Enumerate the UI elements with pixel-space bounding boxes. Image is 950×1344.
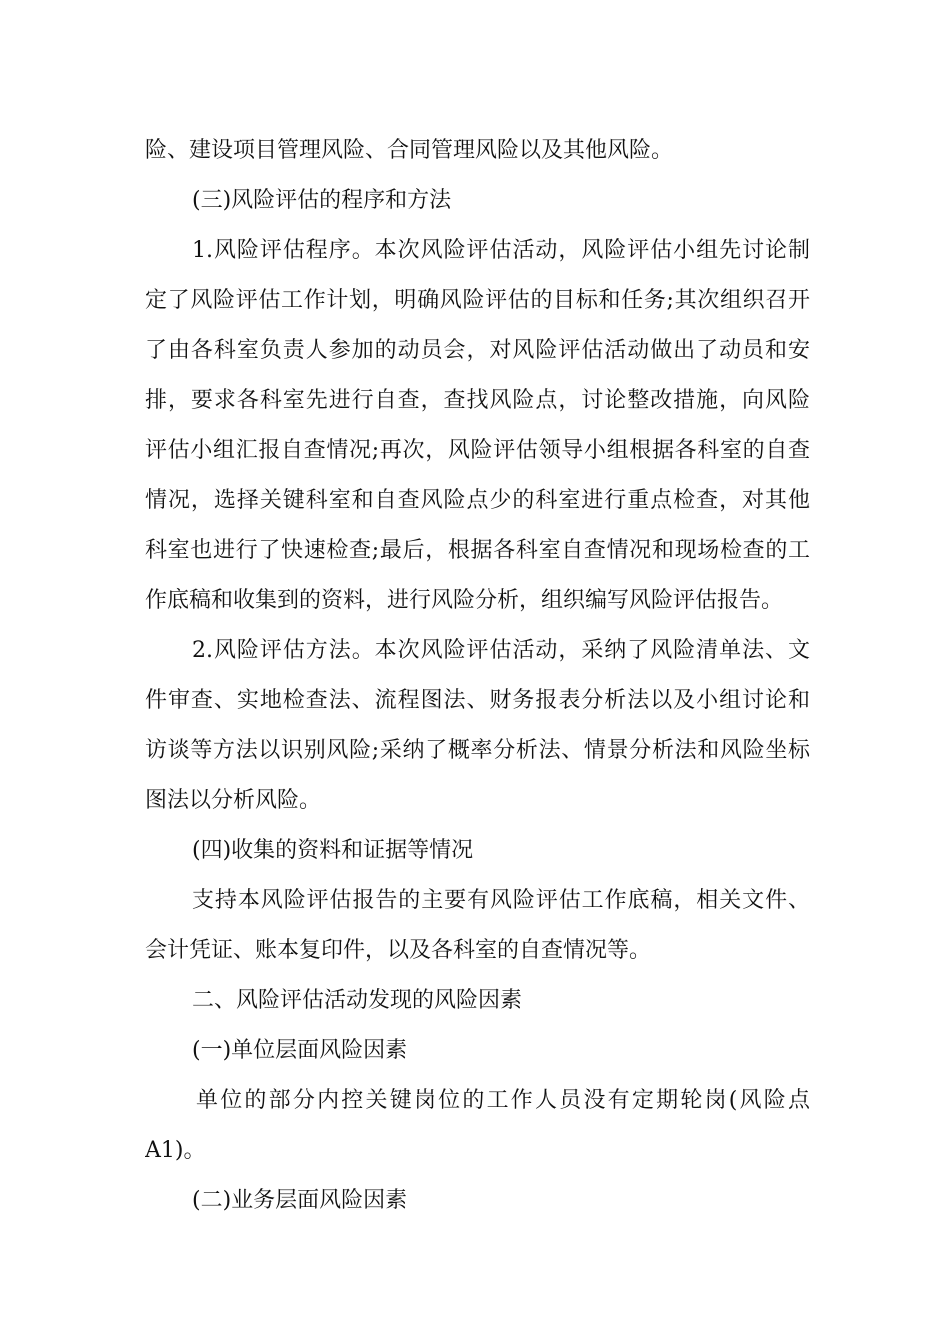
body-text-line: 了由各科室负责人参加的动员会，对风险评估活动做出了动员和安 — [145, 338, 810, 363]
body-text-line: 单位的部分内控关键岗位的工作人员没有定期轮岗(风险点 — [196, 1088, 810, 1113]
section-heading-3: (三)风险评估的程序和方法 — [192, 188, 452, 213]
body-text-line: 图法以分析风险。 — [145, 788, 322, 813]
body-text-line: 作底稿和收集到的资料，进行风险分析，组织编写风险评估报告。 — [145, 588, 784, 613]
body-text-line: 支持本风险评估报告的主要有风险评估工作底稿，相关文件、 — [192, 888, 810, 913]
chapter-heading-2: 二、风险评估活动发现的风险因素 — [192, 988, 523, 1013]
section-heading-2: (二)业务层面风险因素 — [192, 1188, 408, 1213]
body-text-line: 定了风险评估工作计划，明确风险评估的目标和任务;其次组织召开 — [145, 288, 810, 313]
body-text-line: 险、建设项目管理风险、合同管理风险以及其他风险。 — [145, 138, 674, 163]
section-heading-1: (一)单位层面风险因素 — [192, 1038, 408, 1063]
body-text-line: 1.风险评估程序。本次风险评估活动，风险评估小组先讨论制 — [192, 238, 810, 263]
body-text-line: 情况，选择关键科室和自查风险点少的科室进行重点检查，对其他 — [145, 488, 810, 513]
section-heading-4: (四)收集的资料和证据等情况 — [192, 838, 474, 863]
body-text-line: 科室也进行了快速检查;最后，根据各科室自查情况和现场检查的工 — [145, 538, 810, 563]
body-text-line: 评估小组汇报自查情况;再次，风险评估领导小组根据各科室的自查 — [145, 438, 810, 463]
body-text-line: 件审查、实地检查法、流程图法、财务报表分析法以及小组讨论和 — [145, 688, 810, 713]
body-text-line: 2.风险评估方法。本次风险评估活动，采纳了风险清单法、文 — [192, 638, 810, 663]
body-text-line: 会计凭证、账本复印件，以及各科室的自查情况等。 — [145, 938, 652, 963]
body-text-line: 排，要求各科室先进行自查，查找风险点，讨论整改措施，向风险 — [145, 388, 810, 413]
body-text-line: A1)。 — [145, 1138, 206, 1163]
body-text-line: 访谈等方法以识别风险;采纳了概率分析法、情景分析法和风险坐标 — [145, 738, 810, 763]
